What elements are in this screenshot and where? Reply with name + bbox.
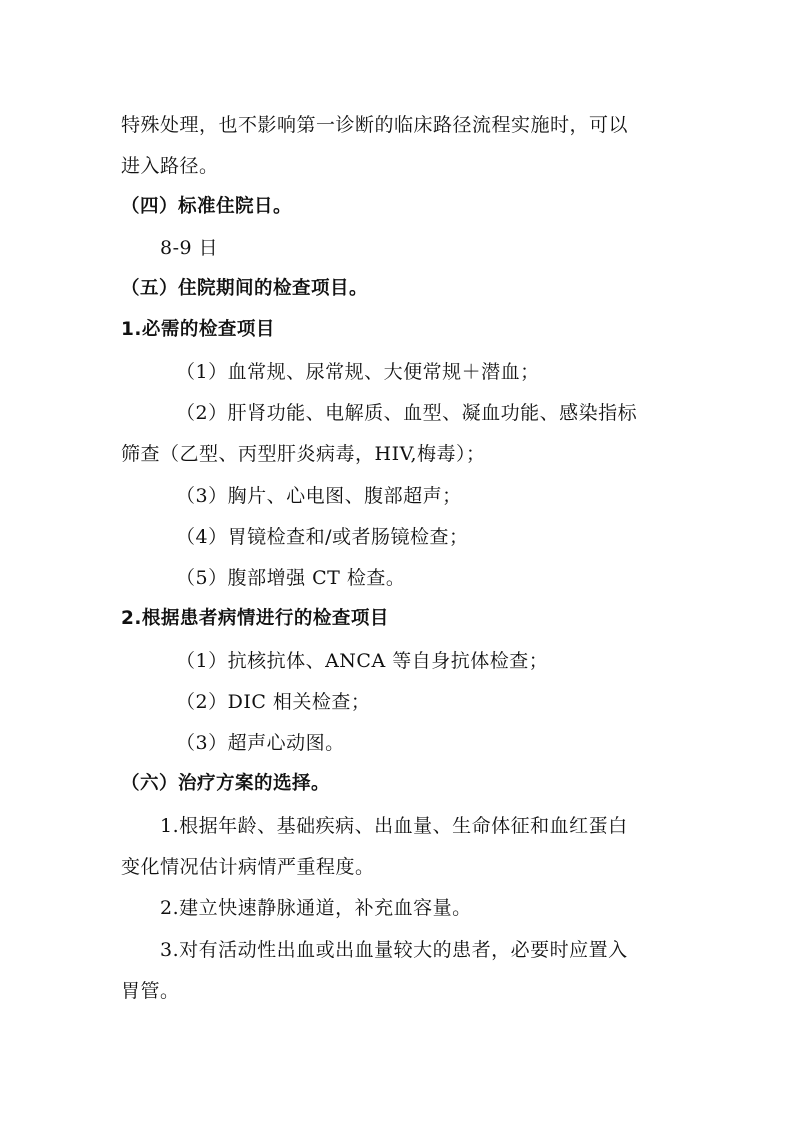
paragraph-line: 变化情况估计病情严重程度。 xyxy=(121,856,375,878)
list-item: （4）胃镜检查和/或者肠镜检查； xyxy=(176,526,469,548)
paragraph-line: 特殊处理，也不影响第一诊断的临床路径流程实施时，可以 xyxy=(121,114,629,136)
list-item: （1）抗核抗体、ANCA 等自身抗体检查； xyxy=(176,650,549,672)
section-heading: （六）治疗方案的选择。 xyxy=(121,773,331,794)
list-item: （2）DIC 相关检查； xyxy=(176,691,371,713)
list-item: （3）胸片、心电图、腹部超声； xyxy=(176,485,462,507)
section-heading: （四）标准住院日。 xyxy=(121,196,293,217)
paragraph-line: 胃管。 xyxy=(121,980,180,1002)
paragraph-line: 1.根据年龄、基础疾病、出血量、生命体征和血红蛋白 xyxy=(160,815,628,837)
list-item-continuation: 筛查（乙型、丙型肝炎病毒，HIV,梅毒）； xyxy=(121,443,486,465)
section-heading: （五）住院期间的检查项目。 xyxy=(121,278,369,299)
list-item: （1）血常规、尿常规、大便常规＋潜血； xyxy=(176,361,540,383)
paragraph-line: 8-9 日 xyxy=(160,237,219,259)
paragraph-line: 2.建立快速静脉通道，补充血容量。 xyxy=(160,897,472,919)
paragraph-line: 进入路径。 xyxy=(121,155,219,177)
list-item: （3）超声心动图。 xyxy=(176,732,345,754)
subsection-heading: 2.根据患者病情进行的检查项目 xyxy=(121,608,389,629)
subsection-heading: 1.必需的检查项目 xyxy=(121,319,275,340)
list-item: （5）腹部增强 CT 检查。 xyxy=(176,567,406,589)
list-item: （2）肝肾功能、电解质、血型、凝血功能、感染指标 xyxy=(176,402,638,424)
paragraph-line: 3.对有活动性出血或出血量较大的患者，必要时应置入 xyxy=(160,939,628,961)
